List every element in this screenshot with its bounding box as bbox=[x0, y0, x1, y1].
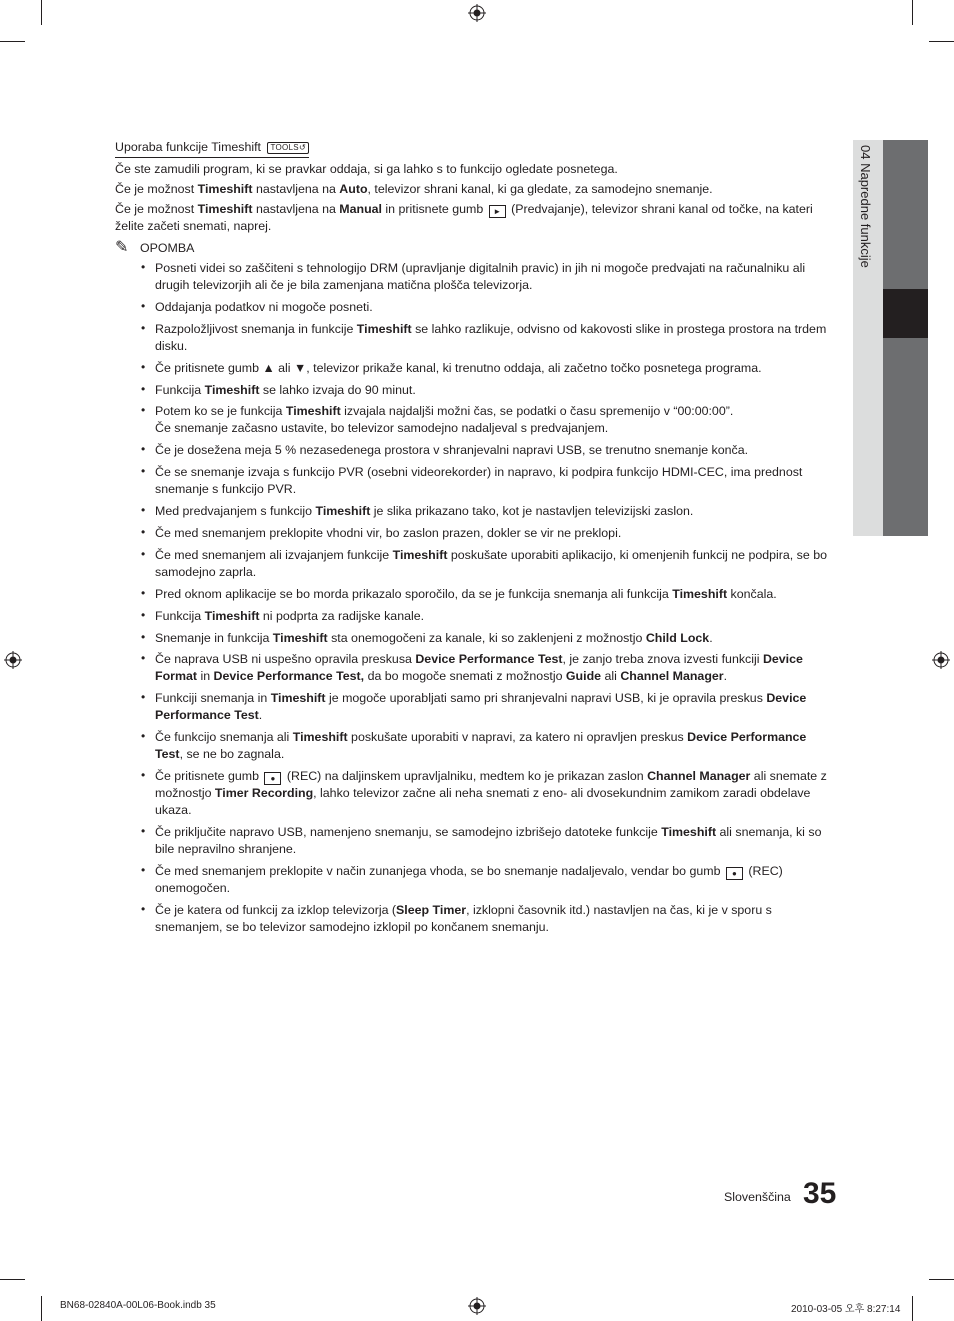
text-run: Funkcija bbox=[155, 608, 205, 623]
note-bullet-item bbox=[155, 630, 837, 647]
note-bullet-item bbox=[155, 382, 837, 399]
text-run: Če ste zamudili program, ki se pravkar oddaja, si ga lahko s to funkcijo ogledate posnetega. bbox=[115, 162, 618, 176]
bold-term: Guide bbox=[565, 669, 602, 684]
print-timestamp: 2010-03-05 오후 8:27:14 bbox=[791, 1304, 901, 1315]
note-bullet-item bbox=[155, 690, 837, 724]
footer-language: Slovenščina bbox=[724, 1190, 791, 1204]
text-run: Če funkcijo snemanja ali bbox=[155, 730, 293, 745]
text-run: Pred oknom aplikacije se bo morda prikazalo sporočilo, da se je funkcija snemanja ali funkcija bbox=[155, 586, 673, 601]
text-run: , je zanjo treba znova izvesti funkciji bbox=[562, 652, 763, 667]
registration-mark-icon bbox=[932, 651, 950, 669]
bold-term: Timeshift bbox=[204, 608, 260, 623]
text-run: ali bbox=[601, 669, 621, 684]
intro-paragraph bbox=[115, 201, 837, 235]
text-run: , lahko televizor začne ali neha snemati z eno- ali dvosekundnim zamikom zaradi obdelave ukaza. bbox=[155, 786, 811, 818]
text-run: Funkcija bbox=[155, 382, 205, 397]
bold-term: Child Lock bbox=[645, 630, 710, 645]
note-bullet-item bbox=[155, 260, 837, 294]
bold-term: Timeshift bbox=[292, 730, 348, 745]
text-run: ali snemate z možnostjo bbox=[155, 769, 827, 801]
registration-mark-icon bbox=[468, 4, 486, 22]
text-run: ali snemanja, ki so bile nepravilno shranjene. bbox=[155, 825, 822, 857]
note-bullet-item bbox=[155, 403, 837, 437]
note-label: OPOMBA bbox=[140, 241, 195, 255]
text-run: nastavljena na bbox=[252, 182, 340, 196]
intro-paragraphs bbox=[115, 161, 837, 235]
text-run: Če med snemanjem preklopite v način zunanjega vhoda, se bo snemanje nadaljevalo, vendar bo gumb bbox=[155, 863, 724, 878]
text-run: Oddajanja podatkov ni mogoče posneti. bbox=[155, 299, 373, 314]
note-bullet-item bbox=[155, 768, 837, 819]
note-bullet-item bbox=[155, 321, 837, 355]
text-run: je mogoče uporabljati samo pri shranjevalni napravi USB, ki je opravila preskus bbox=[325, 691, 767, 706]
text-run: Če pritisnete gumb bbox=[155, 769, 263, 784]
text-run: Če pritisnete gumb ▲ ali ▼, televizor prikaže kanal, ki trenutno oddaja, ali začetno točko posnetega programa. bbox=[155, 360, 762, 375]
intro-paragraph bbox=[115, 181, 837, 198]
pencil-note-icon: ✎ bbox=[115, 239, 129, 256]
bold-term: Timeshift bbox=[270, 691, 326, 706]
text-run: sta onemogočeni za kanale, ki so zaklenjeni z možnostjo bbox=[327, 630, 646, 645]
text-run: , izklopni časovnik itd.) nastavljen na čas, ki je v sporu s snemanjem, se bo televizor samodejno izklopil po končanem snemanju. bbox=[155, 902, 772, 934]
bold-term: Timeshift bbox=[285, 404, 341, 419]
text-run: Če je možnost bbox=[115, 202, 198, 216]
bold-term: Device Performance Test bbox=[155, 691, 807, 723]
crop-mark bbox=[912, 0, 913, 25]
bold-term: Timeshift bbox=[197, 182, 253, 196]
text-run: Če snemanje začasno ustavite, bo televizor samodejno nadaljeval s predvajanjem. bbox=[155, 421, 609, 436]
text-run: (REC) onemogočen. bbox=[155, 863, 783, 895]
text-run: (Predvajanje), televizor shrani kanal od točke, na kateri želite začeti snemati, naprej. bbox=[115, 202, 813, 233]
tools-button-icon: TOOLS↺ bbox=[267, 142, 309, 154]
note-bullet-item bbox=[155, 902, 837, 936]
bold-term: Timeshift bbox=[672, 586, 728, 601]
text-run: . bbox=[723, 669, 728, 684]
note-heading bbox=[115, 240, 837, 257]
text-run: . bbox=[258, 708, 263, 723]
record-button-icon: ● bbox=[264, 772, 281, 785]
tools-badge-label: TOOLS bbox=[270, 143, 299, 152]
text-run: končala. bbox=[727, 586, 777, 601]
bold-term: Timeshift bbox=[197, 202, 253, 216]
text-run: (REC) na daljinskem upravljalniku, medtem ko je prikazan zaslon bbox=[283, 769, 648, 784]
text-run: in pritisnete gumb bbox=[381, 202, 487, 216]
crop-mark bbox=[41, 1296, 42, 1321]
text-run: Če med snemanjem preklopite vhodni vir, bo zaslon prazen, dokler se vir ne preklopi. bbox=[155, 526, 622, 541]
bold-term: Channel Manager bbox=[647, 769, 751, 784]
text-run: Če naprava USB ni uspešno opravila preskusa bbox=[155, 652, 416, 667]
crop-mark bbox=[912, 1296, 913, 1321]
text-run: Če je katera od funkcij za izklop televizorja ( bbox=[155, 902, 397, 917]
chapter-tab-bar bbox=[883, 140, 928, 536]
intro-paragraph bbox=[115, 161, 837, 178]
text-run: Če je dosežena meja 5 % nezasedenega prostora v shranjevalni napravi USB, se trenutno snemanje konča. bbox=[155, 443, 749, 458]
text-run: in bbox=[197, 669, 214, 684]
play-button-icon: ► bbox=[489, 205, 506, 218]
note-bullet-item bbox=[155, 503, 837, 520]
note-bullet-item bbox=[155, 729, 837, 763]
text-run: da bo mogoče snemati z možnostjo bbox=[364, 669, 566, 684]
text-run: nastavljena na bbox=[252, 202, 340, 216]
bold-term: Sleep Timer bbox=[396, 902, 467, 917]
text-run: Potem ko se je funkcija bbox=[155, 404, 286, 419]
text-run: , televizor shrani kanal, ki ga gledate, za samodejno snemanje. bbox=[367, 182, 713, 196]
note-bullet-item bbox=[155, 586, 837, 603]
note-bullet-item bbox=[155, 360, 837, 377]
text-run: . bbox=[709, 630, 713, 645]
note-bullet-item bbox=[155, 464, 837, 498]
bold-term: Device Performance Test, bbox=[213, 669, 365, 684]
bold-term: Manual bbox=[339, 202, 382, 216]
note-bullet-item bbox=[155, 525, 837, 542]
bold-term: Timeshift bbox=[356, 321, 412, 336]
text-run: se lahko izvaja do 90 minut. bbox=[259, 382, 416, 397]
page-number: 35 bbox=[803, 1177, 837, 1210]
bold-term: Timeshift bbox=[204, 382, 260, 397]
chapter-label: 04 Napredne funkcije bbox=[858, 145, 873, 268]
text-run: Snemanje in funkcija bbox=[155, 630, 273, 645]
registration-mark-icon bbox=[468, 1297, 486, 1315]
section-title-text: Uporaba funkcije Timeshift bbox=[115, 140, 262, 154]
text-run: Razpoložljivost snemanja in funkcije bbox=[155, 321, 357, 336]
text-run: izvajala najdaljši možni čas, se podatki o času spremenijo v “00:00:00”. bbox=[340, 404, 734, 419]
note-bullet-item bbox=[155, 863, 837, 897]
main-content bbox=[115, 139, 837, 941]
text-run: Med predvajanjem s funkcijo bbox=[155, 504, 316, 519]
text-run: Če je možnost bbox=[115, 182, 198, 196]
bold-term: Timer Recording bbox=[214, 786, 314, 801]
text-run: Če se snemanje izvaja s funkcijo PVR (osebni videorekorder) in napravo, ki podpira funkcijo HDMI-CEC, ima prednost snemanje s funkcijo PVR. bbox=[155, 465, 803, 497]
print-file-info: BN68-02840A-00L06-Book.indb 35 bbox=[60, 1300, 216, 1311]
bold-term: Channel Manager bbox=[620, 669, 724, 684]
bold-term: Timeshift bbox=[392, 547, 448, 562]
text-run: Če priključite napravo USB, namenjeno snemanju, se samodejno izbrišejo datoteke funkcije bbox=[155, 825, 662, 840]
bold-term: Device Performance Test bbox=[155, 730, 807, 762]
bold-term: Timeshift bbox=[315, 504, 371, 519]
note-bullet-item bbox=[155, 299, 837, 316]
text-run: , se ne bo zagnala. bbox=[179, 747, 285, 762]
crop-mark bbox=[929, 41, 954, 42]
chapter-tab-active-marker bbox=[883, 289, 928, 338]
note-bullet-item bbox=[155, 442, 837, 459]
bold-term: Device Format bbox=[155, 652, 803, 684]
registration-mark-icon bbox=[4, 651, 22, 669]
note-bullet-item bbox=[155, 608, 837, 625]
record-button-icon: ● bbox=[726, 867, 743, 880]
text-run: Posneti videi so zaščiteni s tehnologijo DRM (upravljanje digitalnih pravic) in jih ni mogoče predvajati na računalniku ali drugih televizorjih ali če je bila zamenjana matična plošča televizorja. bbox=[155, 261, 806, 292]
text-run: poskušate uporabiti aplikacijo, ki omenjenih funkcij ne podpira, se bo samodejno zaprla. bbox=[155, 547, 827, 579]
note-bullet-list bbox=[115, 260, 837, 936]
bold-term: Device Performance Test bbox=[415, 652, 563, 667]
text-run: se lahko razlikuje, odvisno od kakovosti slike in prostega prostora na trdem disku. bbox=[155, 321, 827, 353]
bold-term: Timeshift bbox=[272, 630, 328, 645]
text-run: Če med snemanjem ali izvajanjem funkcije bbox=[155, 547, 393, 562]
note-bullet-item bbox=[155, 651, 837, 685]
note-bullet-item bbox=[155, 824, 837, 858]
section-title bbox=[115, 139, 309, 158]
crop-mark bbox=[929, 1279, 954, 1280]
crop-mark bbox=[41, 0, 42, 25]
text-run: je slika prikazano tako, kot je nastavljen televizijski zaslon. bbox=[370, 504, 694, 519]
section-heading bbox=[115, 139, 837, 158]
crop-mark bbox=[0, 41, 25, 42]
crop-mark bbox=[0, 1279, 25, 1280]
note-bullet-item bbox=[155, 547, 837, 581]
bold-term: Auto bbox=[339, 182, 368, 196]
text-run: ni podprta za radijske kanale. bbox=[259, 608, 425, 623]
text-run: Funkciji snemanja in bbox=[155, 691, 271, 706]
bold-term: Timeshift bbox=[661, 825, 717, 840]
text-run: poskušate uporabiti v napravi, za katero ni opravljen preskus bbox=[347, 730, 688, 745]
